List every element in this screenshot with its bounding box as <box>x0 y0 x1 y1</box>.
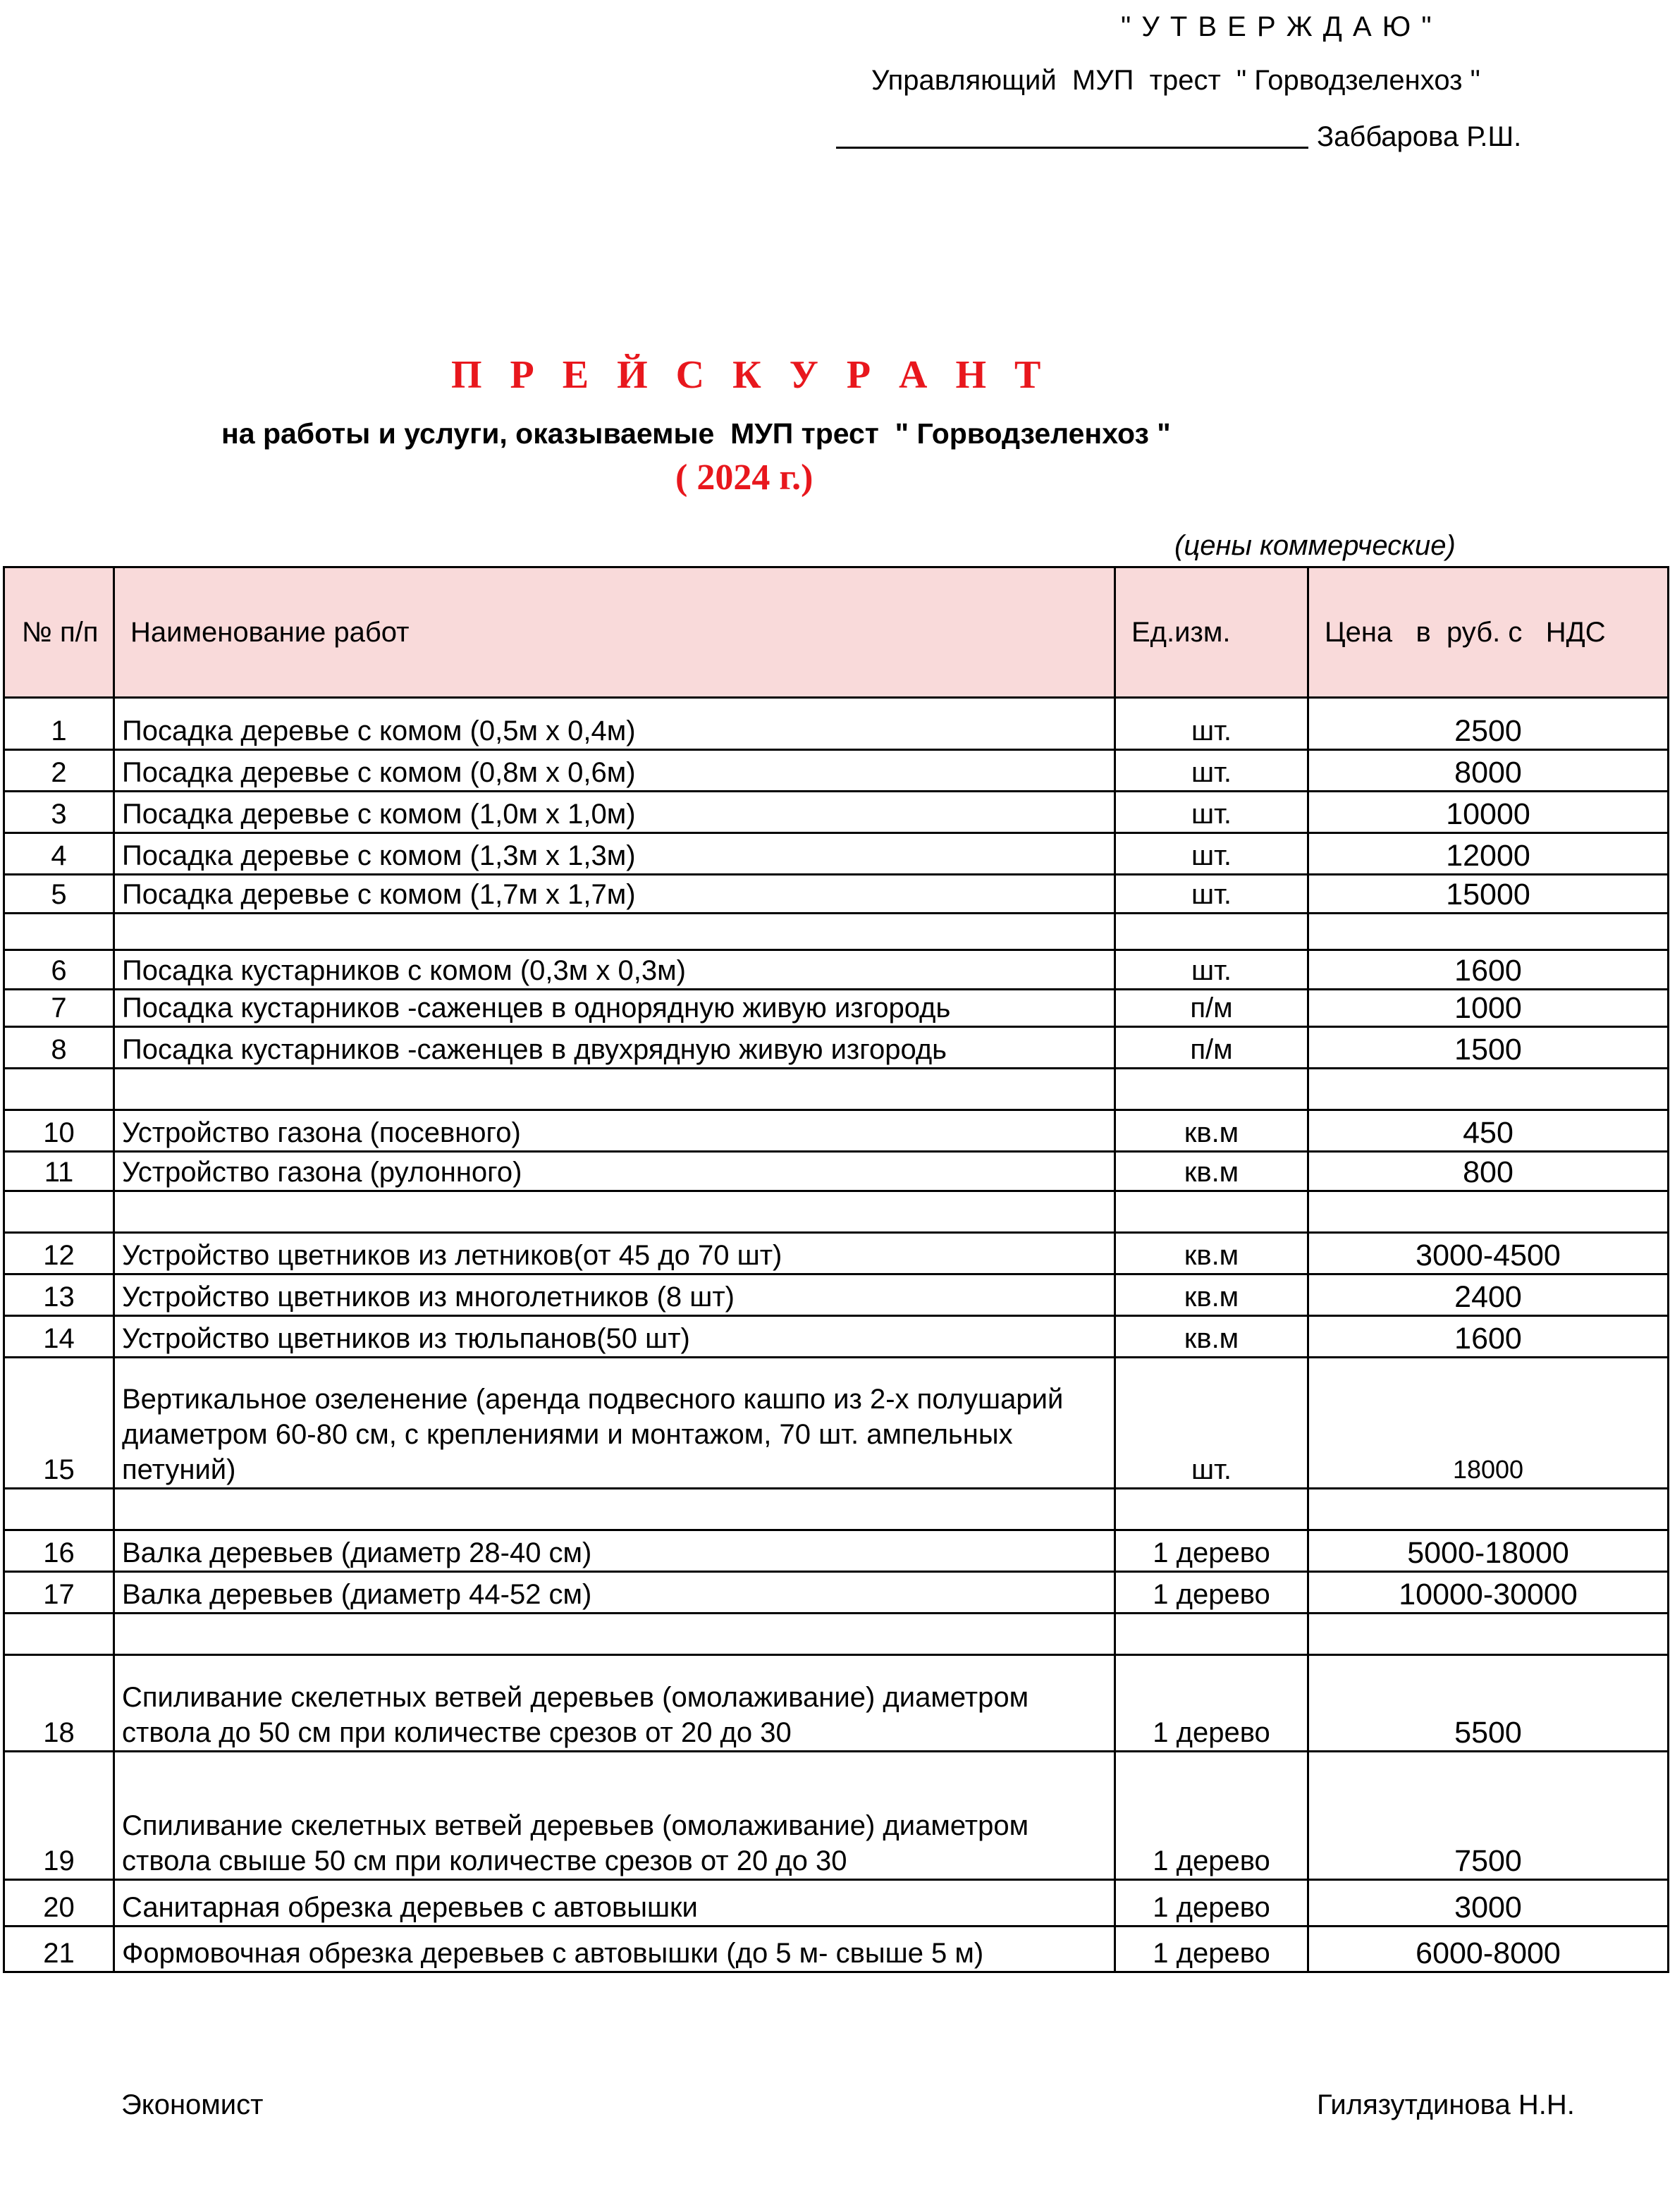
row-num: 2 <box>4 750 114 792</box>
row-unit: 1 дерево <box>1115 1572 1308 1614</box>
row-name: Посадка кустарников с комом (0,3м х 0,3м) <box>114 950 1115 990</box>
row-price: 5500 <box>1308 1655 1669 1752</box>
row-num: 19 <box>4 1752 114 1880</box>
document-subtitle: на работы и услуги, оказываемые МУП трест " Горводзеленхоз " <box>221 417 1171 450</box>
table-row <box>4 1530 1669 1572</box>
document-title: П Р Е Й С К У Р А Н Т <box>451 353 1050 397</box>
row-price: 10000-30000 <box>1308 1572 1669 1614</box>
blank-row <box>4 1614 1669 1655</box>
signer-name: Заббарова Р.Ш. <box>1317 121 1522 152</box>
blank-row <box>4 1489 1669 1530</box>
row-num: 6 <box>4 950 114 990</box>
row-num: 12 <box>4 1233 114 1274</box>
blank-row <box>4 1069 1669 1110</box>
header-price: Цена в руб. с НДС <box>1308 567 1669 698</box>
row-name: Посадка кустарников -саженцев в двухрядную живую изгородь <box>114 1027 1115 1069</box>
row-price: 15000 <box>1308 875 1669 914</box>
row-num: 4 <box>4 833 114 875</box>
document-year: ( 2024 г.) <box>675 457 813 498</box>
row-name: Валка деревьев (диаметр 44-52 см) <box>114 1572 1115 1614</box>
table-row <box>4 1358 1669 1489</box>
row-name: Посадка деревье с комом (0,5м х 0,4м) <box>114 698 1115 750</box>
row-num: 11 <box>4 1152 114 1191</box>
table-row <box>4 1110 1669 1152</box>
table-row <box>4 750 1669 792</box>
row-num: 5 <box>4 875 114 914</box>
table-row <box>4 1152 1669 1191</box>
row-unit: шт. <box>1115 750 1308 792</box>
approve-stamp-text: " У Т В Е Р Ж Д А Ю " <box>1121 11 1433 42</box>
row-unit: шт. <box>1115 875 1308 914</box>
row-name: Формовочная обрезка деревьев с автовышки (до 5 м- свыше 5 м) <box>114 1927 1115 1972</box>
row-num: 21 <box>4 1927 114 1972</box>
row-unit: шт. <box>1115 1358 1308 1489</box>
row-name: Устройство газона (рулонного) <box>114 1152 1115 1191</box>
table-row <box>4 990 1669 1027</box>
row-unit: кв.м <box>1115 1274 1308 1316</box>
row-num: 7 <box>4 990 114 1027</box>
prices-note: (цены коммерческие) <box>1174 530 1456 561</box>
table-row <box>4 950 1669 990</box>
row-num: 14 <box>4 1316 114 1358</box>
price-table <box>3 566 1669 1973</box>
row-unit: п/м <box>1115 990 1308 1027</box>
table-row <box>4 1752 1669 1880</box>
row-name: Спиливание скелетных ветвей деревьев (омолаживание) диаметром ствола свыше 50 см при количестве срезов от 20 до 30 <box>114 1752 1115 1880</box>
row-num: 17 <box>4 1572 114 1614</box>
row-price: 2500 <box>1308 698 1669 750</box>
row-unit: кв.м <box>1115 1233 1308 1274</box>
row-num: 10 <box>4 1110 114 1152</box>
header-name: Наименование работ <box>114 567 1115 698</box>
row-unit: кв.м <box>1115 1152 1308 1191</box>
row-unit: 1 дерево <box>1115 1655 1308 1752</box>
row-unit: кв.м <box>1115 1110 1308 1152</box>
row-price: 6000-8000 <box>1308 1927 1669 1972</box>
row-price: 3000-4500 <box>1308 1233 1669 1274</box>
row-unit: шт. <box>1115 792 1308 833</box>
row-name: Устройство цветников из летников(от 45 до 70 шт) <box>114 1233 1115 1274</box>
table-row <box>4 792 1669 833</box>
row-price: 800 <box>1308 1152 1669 1191</box>
row-num: 20 <box>4 1880 114 1927</box>
row-name: Устройство газона (посевного) <box>114 1110 1115 1152</box>
row-name: Посадка кустарников -саженцев в однорядную живую изгородь <box>114 990 1115 1027</box>
row-unit: 1 дерево <box>1115 1927 1308 1972</box>
row-price: 1600 <box>1308 1316 1669 1358</box>
row-name: Посадка деревье с комом (1,7м х 1,7м) <box>114 875 1115 914</box>
row-name: Спиливание скелетных ветвей деревьев (омолаживание) диаметром ствола до 50 см при количестве срезов от 20 до 30 <box>114 1655 1115 1752</box>
row-unit: 1 дерево <box>1115 1752 1308 1880</box>
table-row <box>4 833 1669 875</box>
row-price: 450 <box>1308 1110 1669 1152</box>
row-num: 15 <box>4 1358 114 1489</box>
table-row <box>4 1316 1669 1358</box>
row-name: Посадка деревье с комом (1,0м х 1,0м) <box>114 792 1115 833</box>
row-price: 1600 <box>1308 950 1669 990</box>
table-row <box>4 1655 1669 1752</box>
header-num: № п/п <box>4 567 114 698</box>
header-unit: Ед.изм. <box>1115 567 1308 698</box>
row-name: Валка деревьев (диаметр 28-40 см) <box>114 1530 1115 1572</box>
row-price: 2400 <box>1308 1274 1669 1316</box>
row-name: Устройство цветников из многолетников (8 шт) <box>114 1274 1115 1316</box>
table-row <box>4 698 1669 750</box>
manager-title: Управляющий МУП трест " Горводзеленхоз " <box>871 65 1480 96</box>
row-price: 12000 <box>1308 833 1669 875</box>
row-name: Вертикальное озеленение (аренда подвесного кашпо из 2-х полушарий диаметром 60-80 см, с креплениями и монтажом, 70 шт. ампельных петуний) <box>114 1358 1115 1489</box>
row-num: 16 <box>4 1530 114 1572</box>
row-price: 10000 <box>1308 792 1669 833</box>
row-price: 7500 <box>1308 1752 1669 1880</box>
table-row <box>4 1233 1669 1274</box>
footer-name: Гилязутдинова Н.Н. <box>1317 2089 1575 2120</box>
blank-row <box>4 914 1669 950</box>
row-price: 1000 <box>1308 990 1669 1027</box>
row-name: Посадка деревье с комом (1,3м х 1,3м) <box>114 833 1115 875</box>
row-num: 1 <box>4 698 114 750</box>
table-row <box>4 1274 1669 1316</box>
row-num: 3 <box>4 792 114 833</box>
row-name: Устройство цветников из тюльпанов(50 шт) <box>114 1316 1115 1358</box>
table-row <box>4 1927 1669 1972</box>
blank-row <box>4 1191 1669 1233</box>
row-name: Посадка деревье с комом (0,8м х 0,6м) <box>114 750 1115 792</box>
row-unit: шт. <box>1115 833 1308 875</box>
table-row <box>4 875 1669 914</box>
table-row <box>4 1572 1669 1614</box>
row-price: 3000 <box>1308 1880 1669 1927</box>
table-row <box>4 1880 1669 1927</box>
row-unit: кв.м <box>1115 1316 1308 1358</box>
row-num: 8 <box>4 1027 114 1069</box>
row-unit: 1 дерево <box>1115 1530 1308 1572</box>
row-num: 13 <box>4 1274 114 1316</box>
row-price: 1500 <box>1308 1027 1669 1069</box>
table-header-row <box>4 567 1669 698</box>
row-unit: п/м <box>1115 1027 1308 1069</box>
footer-role: Экономист <box>121 2089 264 2120</box>
table-row <box>4 1027 1669 1069</box>
row-name: Санитарная обрезка деревьев с автовышки <box>114 1880 1115 1927</box>
row-price: 5000-18000 <box>1308 1530 1669 1572</box>
row-price: 18000 <box>1308 1358 1669 1489</box>
row-unit: 1 дерево <box>1115 1880 1308 1927</box>
row-price: 8000 <box>1308 750 1669 792</box>
row-num: 18 <box>4 1655 114 1752</box>
signature-line <box>836 147 1308 149</box>
row-unit: шт. <box>1115 698 1308 750</box>
row-unit: шт. <box>1115 950 1308 990</box>
